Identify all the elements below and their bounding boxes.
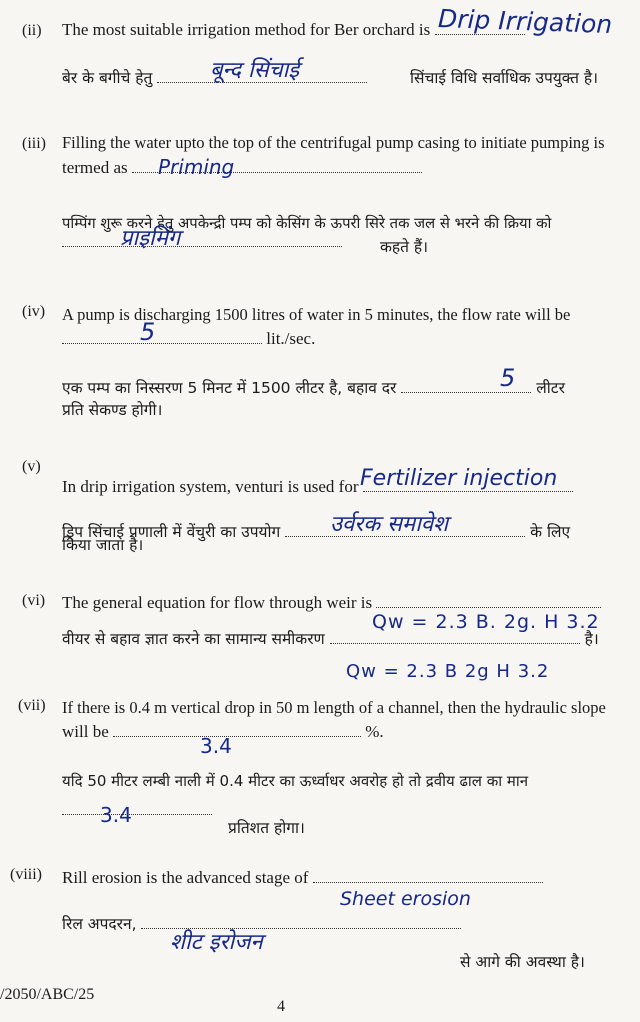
question-text-en: The general equation for flow through weir is <box>62 593 601 613</box>
answer-line <box>62 800 212 820</box>
question-text-hi: रिल अपदरन, <box>62 912 461 934</box>
handwritten-answer-hi: Qw = 2.3 B 2g H 3.2 <box>346 661 550 682</box>
question-number: (viii) <box>10 866 42 883</box>
question-text-en-2: lit./sec. <box>62 329 315 349</box>
paper-code: /2050/ABC/25 <box>0 986 95 1003</box>
question-text-hi: यदि 50 मीटर लम्बी नाली में 0.4 मीटर का ऊर्ध्वाधर अवरोह हो तो द्रवीय ढाल का मान <box>62 772 529 790</box>
answer-line <box>62 232 342 252</box>
question-text-hi: बेर के बगीचे हेतु <box>62 66 367 88</box>
handwritten-answer: 3.4 <box>200 734 232 758</box>
question-text-en: In drip irrigation system, venturi is used for <box>62 477 573 497</box>
question-text-en: The most suitable irrigation method for Ber orchard is <box>62 20 525 40</box>
handwritten-answer-hi: बून्द सिंचाई <box>210 58 300 83</box>
question-text-en: Rill erosion is the advanced stage of <box>62 868 543 888</box>
question-text-hi-end: सिंचाई विधि सर्वाधिक उपयुक्त है। <box>410 69 598 87</box>
handwritten-answer: Fertilizer injection <box>360 466 558 491</box>
handwritten-answer-hi: 3.4 <box>100 803 132 827</box>
question-text-hi: एक पम्प का निस्सरण 5 मिनट में 1500 लीटर है, बहाव दर लीटर <box>62 379 565 397</box>
question-number: (iii) <box>22 135 46 152</box>
handwritten-answer: Sheet erosion <box>340 888 471 910</box>
question-number: (ii) <box>22 22 42 39</box>
question-text-hi-2: किया जाता है। <box>62 536 144 554</box>
handwritten-answer: Drip Irrigation <box>437 4 613 40</box>
question-number: (vii) <box>18 697 46 714</box>
question-number: (v) <box>22 458 41 475</box>
question-text-en-2: will be %. <box>62 722 384 741</box>
question-text-en: A pump is discharging 1500 litres of water in 5 minutes, the flow rate will be <box>62 305 571 324</box>
question-text-hi-end: कहते हैं। <box>380 238 429 256</box>
question-number: (iv) <box>22 303 46 320</box>
question-text-en: Filling the water upto the top of the centrifugal pump casing to initiate pumping is <box>62 133 605 152</box>
question-text-hi: वीयर से बहाव ज्ञात करने का सामान्य समीकरण है। <box>62 630 599 648</box>
question-text-en-2: termed as <box>62 158 422 178</box>
question-text-hi: ड्रिप सिंचाई प्रणाली में वेंचुरी का उपयोग के लिए <box>62 523 571 541</box>
question-text-hi: पम्पिंग शुरू करने हेतु अपकेन्द्री पम्प को केसिंग के ऊपरी सिरे तक जल से भरने की क्रिया को <box>62 215 552 232</box>
question-number: (vi) <box>22 592 46 609</box>
handwritten-answer-hi: 5 <box>500 364 516 392</box>
question-text-hi-end: प्रतिशत होगा। <box>228 819 305 837</box>
handwritten-answer: Qw = 2.3 B. 2g. H 3.2 <box>372 611 600 633</box>
page-number: 4 <box>277 998 285 1015</box>
handwritten-answer: Priming <box>158 155 235 179</box>
question-text-hi-2: प्रति सेकण्ड होगी। <box>62 401 163 419</box>
handwritten-answer-hi: उर्वरक समावेश <box>330 512 449 537</box>
question-text-en: If there is 0.4 m vertical drop in 50 m length of a channel, then the hydraulic slope <box>62 698 606 717</box>
handwritten-answer: 5 <box>140 318 156 346</box>
question-text-hi-end: से आगे की अवस्था है। <box>460 953 585 971</box>
handwritten-answer-hi: शीट इरोजन <box>170 930 263 955</box>
handwritten-answer-hi: प्राइमिंग <box>120 226 181 251</box>
